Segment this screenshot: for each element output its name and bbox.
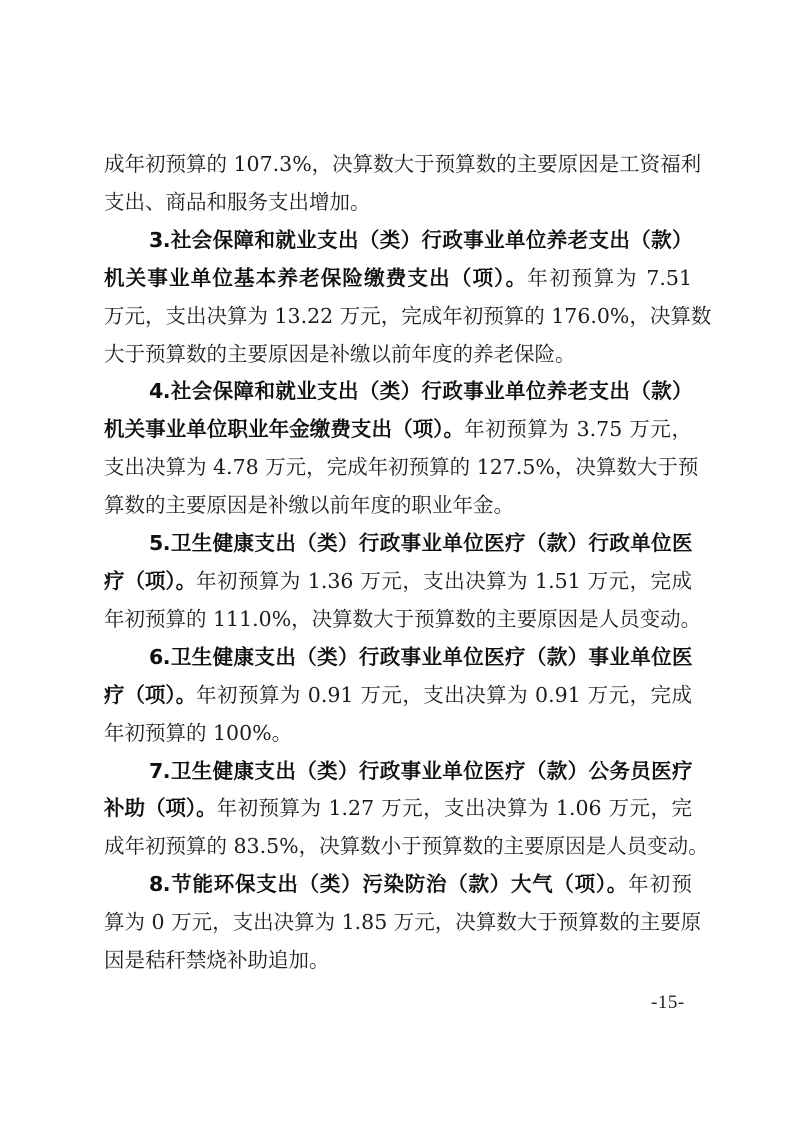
body-text-segment: 年初预算为 1.36 万元，支出决算为 1.51 万元，完成 — [196, 568, 693, 593]
heading-text-segment: 6.卫生健康支出（类）行政事业单位医疗（款）事业单位医 — [149, 644, 692, 669]
heading-text-segment: 机关事业单位职业年金缴费支出（项）。 — [104, 417, 465, 442]
heading-text-segment: 补助（项）。 — [104, 796, 217, 821]
heading-text-segment: 3.社会保障和就业支出（类）行政事业单位养老支出（款） — [149, 227, 692, 252]
body-text-segment: 算为 0 万元，支出决算为 1.85 万元，决算数大于预算数的主要原 — [104, 910, 702, 935]
text-line — [104, 184, 692, 222]
body-text-segment: 年初预算的 111.0%，决算数大于预算数的主要原因是人员变动。 — [104, 606, 702, 631]
text-line — [104, 828, 709, 866]
paragraph-item-8-energy-environment-air — [104, 866, 702, 980]
paragraph-item-4-social-security-annuity — [104, 373, 699, 525]
paragraph-item-6-health-institution-medical — [104, 639, 692, 753]
text-line — [104, 601, 702, 639]
heading-text-segment: 8.节能环保支出（类）污染防治（款）大气（项）。 — [149, 872, 629, 897]
text-line — [104, 146, 702, 184]
paragraph-item-5-health-admin-medical — [104, 525, 702, 639]
body-text-segment: 年初预算为 1.27 万元，支出决算为 1.06 万元，完 — [216, 796, 692, 821]
text-line — [104, 525, 692, 563]
body-text-segment: 大于预算数的主要原因是补缴以前年度的养老保险。 — [104, 341, 576, 366]
paragraph-continuation-paragraph — [104, 146, 702, 222]
text-line — [104, 790, 692, 828]
paragraph-item-7-health-civil-servant-subsidy — [104, 753, 709, 867]
text-line — [104, 260, 692, 298]
text-line — [104, 298, 712, 336]
text-line — [104, 336, 692, 374]
body-text-segment: 年初预算的 100%。 — [104, 720, 293, 745]
body-text-segment: 支出、商品和服务支出增加。 — [104, 189, 371, 214]
text-line — [104, 373, 692, 411]
text-line — [104, 487, 692, 525]
body-text-segment: 万元，支出决算为 13.22 万元，完成年初预算的 176.0%，决算数 — [104, 303, 712, 328]
text-line — [104, 904, 702, 942]
text-line — [104, 563, 692, 601]
body-text-segment: 年初预 — [628, 872, 693, 897]
body-text-segment: 年初预算为 0.91 万元，支出决算为 0.91 万元，完成 — [196, 682, 693, 707]
body-text-segment: 年初预算为 3.75 万元， — [464, 417, 692, 442]
document-body — [104, 146, 712, 980]
body-text-segment: 算数的主要原因是补缴以前年度的职业年金。 — [104, 493, 514, 518]
heading-text-segment: 机关事业单位基本养老保险缴费支出（项）。 — [104, 265, 528, 290]
paragraph-item-3-social-security-pension-basic — [104, 222, 712, 374]
heading-text-segment: 疗（项）。 — [104, 568, 197, 593]
text-line — [104, 753, 692, 791]
text-line — [104, 942, 692, 980]
heading-text-segment: 7.卫生健康支出（类）行政事业单位医疗（款）公务员医疗 — [149, 758, 692, 783]
page-number: -15- — [651, 992, 685, 1013]
body-text-segment: 支出决算为 4.78 万元，完成年初预算的 127.5%，决算数大于预 — [104, 455, 699, 480]
body-text-segment: 年初预算为 7.51 — [527, 265, 692, 290]
body-text-segment: 因是秸秆禁烧补助追加。 — [104, 948, 330, 973]
text-line — [104, 677, 692, 715]
text-line — [104, 449, 699, 487]
text-line — [104, 715, 692, 753]
text-line — [104, 411, 692, 449]
text-line — [104, 222, 692, 260]
text-line — [104, 639, 692, 677]
heading-text-segment: 疗（项）。 — [104, 682, 197, 707]
text-line — [104, 866, 692, 904]
body-text-segment: 成年初预算的 83.5%，决算数小于预算数的主要原因是人员变动。 — [104, 834, 709, 859]
body-text-segment: 成年初预算的 107.3%，决算数大于预算数的主要原因是工资福利 — [104, 152, 702, 176]
heading-text-segment: 4.社会保障和就业支出（类）行政事业单位养老支出（款） — [149, 379, 692, 404]
heading-text-segment: 5.卫生健康支出（类）行政事业单位医疗（款）行政单位医 — [149, 531, 692, 556]
